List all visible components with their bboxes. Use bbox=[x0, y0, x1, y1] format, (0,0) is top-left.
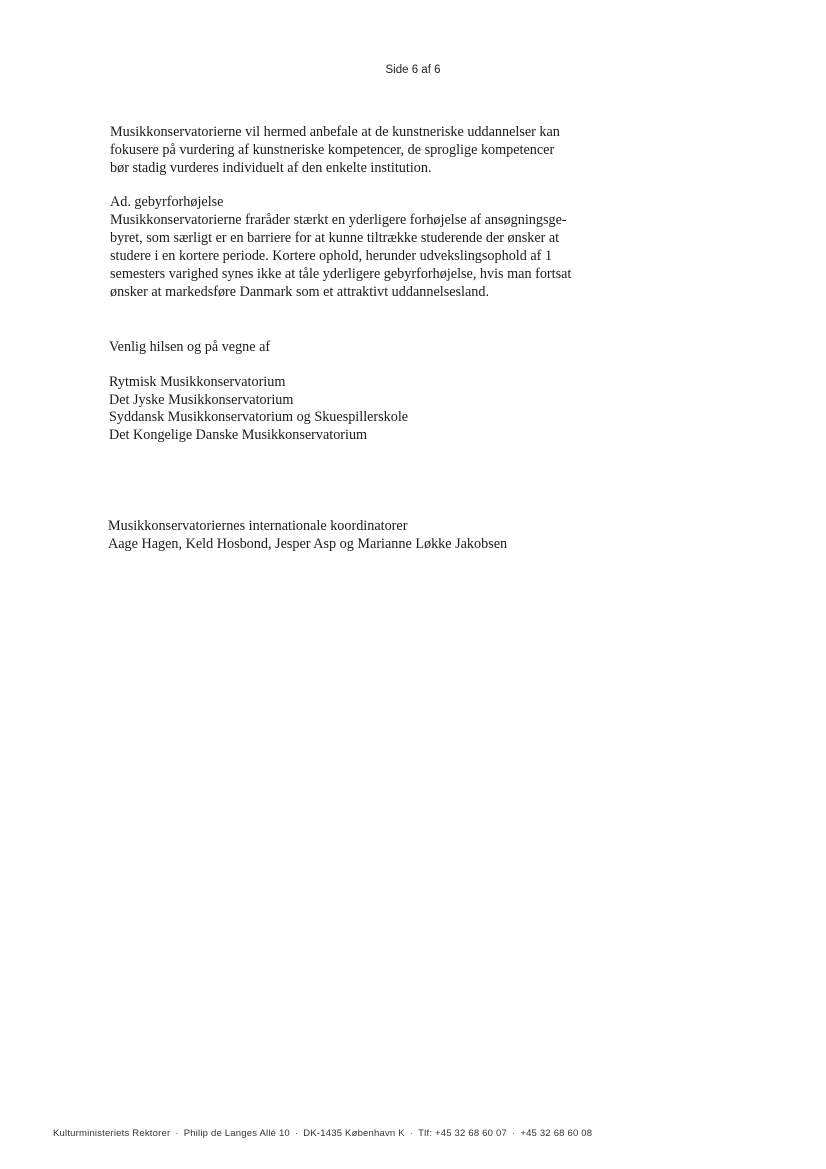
footer-address: Philip de Langes Allé 10 bbox=[183, 1128, 290, 1139]
footer-separator: · bbox=[294, 1128, 299, 1139]
text-line: byret, som særligt er en barriere for at kunne tiltrække studerende der ønsker at bbox=[110, 230, 560, 246]
text-line: semesters varighed synes ikke at tåle yderligere gebyrforhøjelse, hvis man fortsat bbox=[110, 266, 572, 282]
footer-organization: Kulturministeriets Rektorer bbox=[53, 1128, 171, 1139]
section-heading: Ad. gebyrforhøjelse bbox=[110, 194, 224, 210]
coordinators-names: Aage Hagen, Keld Hosbond, Jesper Asp og Marianne Løkke Jakobsen bbox=[108, 536, 508, 552]
footer-city: DK-1435 København K bbox=[303, 1128, 405, 1139]
text-line: bør stadig vurderes individuelt af den enkelte institution. bbox=[110, 160, 432, 176]
text-line: studere i en kortere periode. Kortere ophold, herunder udvekslingsophold af 1 bbox=[110, 248, 553, 264]
text-line: fokusere på vurdering af kunstneriske kompetencer, de sproglige kompetencer bbox=[110, 142, 555, 158]
coordinators-signature bbox=[108, 517, 507, 553]
paragraph-recommendation bbox=[110, 123, 560, 177]
sender-item: Det Kongelige Danske Musikkonservatorium bbox=[109, 426, 368, 443]
sender-item: Det Jyske Musikkonservatorium bbox=[109, 391, 294, 408]
sender-list bbox=[109, 374, 408, 444]
text-line: Musikkonservatorierne fraråder stærkt en yderligere forhøjelse af ansøgningsge- bbox=[110, 212, 567, 228]
footer-separator: · bbox=[409, 1128, 414, 1139]
footer-separator: · bbox=[511, 1128, 516, 1139]
page-footer bbox=[53, 1128, 753, 1139]
page-number: Side 6 af 6 bbox=[385, 64, 441, 76]
coordinators-title: Musikkonservatoriernes internationale koordinatorer bbox=[108, 518, 408, 534]
greeting-text: Venlig hilsen og på vegne af bbox=[109, 339, 271, 355]
text-line: Musikkonservatorierne vil hermed anbefale at de kunstneriske uddannelser kan bbox=[110, 124, 560, 140]
paragraph-fee-increase bbox=[110, 193, 571, 301]
sender-item: Rytmisk Musikkonservatorium bbox=[109, 374, 286, 390]
sender-item: Syddansk Musikkonservatorium og Skuespillerskole bbox=[109, 409, 409, 425]
closing-greeting bbox=[109, 338, 270, 356]
footer-fax: +45 32 68 60 08 bbox=[520, 1128, 593, 1139]
footer-separator: · bbox=[175, 1128, 179, 1139]
footer-phone: Tlf: +45 32 68 60 07 bbox=[418, 1128, 507, 1139]
text-line: ønsker at markedsføre Danmark som et attraktivt uddannelsesland. bbox=[110, 284, 490, 300]
